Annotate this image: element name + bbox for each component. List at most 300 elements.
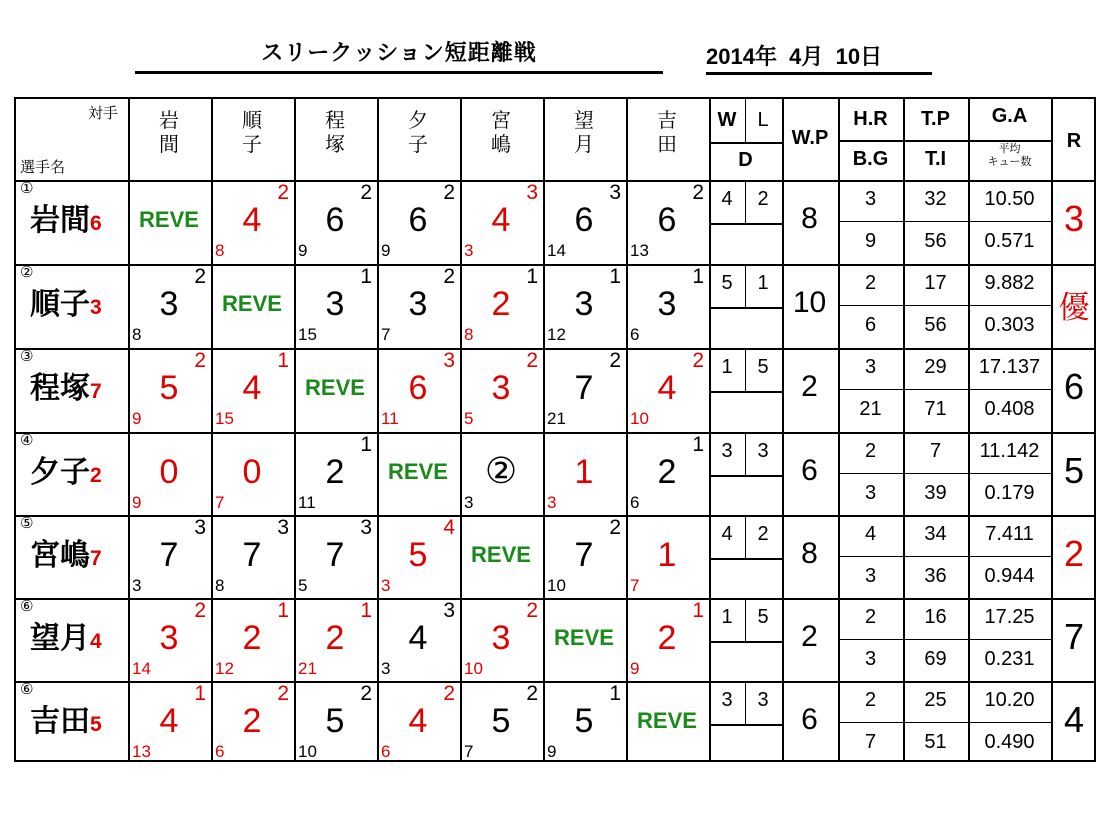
match-cell [543,515,625,597]
match-high-run: 3 [526,181,538,204]
match-score: 6 [408,201,428,239]
wl-row-divider [709,724,782,726]
opponent-name: 吉 田 [657,108,677,156]
player-name [30,454,102,495]
match-cell [460,432,542,514]
win-points-value: 2 [801,620,818,653]
match-score: 3 [491,369,511,407]
opponent-name: 程 塚 [325,108,345,156]
high-run-value: 2 [864,440,877,462]
player-number: ③ [20,347,34,365]
match-innings: 21 [298,659,317,678]
general-average-value: 10.50 [984,188,1035,210]
match-score: 2 [325,619,345,657]
match-score: 7 [242,536,262,574]
opponent-label: 対手 [88,104,119,122]
match-cell [377,681,459,763]
match-high-run: 2 [277,181,289,204]
match-innings: 8 [215,241,225,260]
match-innings: 6 [630,493,640,512]
stats-row-divider [838,221,1051,222]
player-cell [14,180,127,262]
match-cell [626,180,708,262]
wl-split [745,515,746,558]
match-cell [543,264,625,346]
opponent-name: 岩 間 [159,108,179,156]
wl-split [745,348,746,391]
match-cell [128,264,210,346]
match-high-run: 1 [277,349,289,372]
rank-value [1051,616,1097,658]
player-name-text: 夕子 [30,455,90,490]
match-cell [460,180,542,262]
match-high-run: 1 [360,599,372,622]
match-high-run: 3 [360,516,372,539]
best-game-value: 21 [859,398,882,420]
general-average-value: 11.142 [979,440,1040,462]
match-innings: 3 [464,493,474,512]
match-score: 2 [242,619,262,657]
match-high-run: 2 [194,265,206,288]
total-points-value: 7 [929,440,942,462]
stats-row-divider [838,722,1051,723]
column-divider [782,97,784,762]
match-innings: 13 [630,241,649,260]
player-number: ① [20,179,34,197]
player-name-text: 程塚 [30,371,90,406]
match-high-run: 3 [609,181,621,204]
match-high-run: 1 [360,265,372,288]
match-cell [211,264,293,346]
losses-value: 1 [757,272,769,294]
match-score: 7 [574,369,594,407]
match-score: 4 [657,369,677,407]
match-cell [626,432,708,514]
average-cue-value: 0.571 [984,230,1035,252]
match-innings: 8 [464,325,474,344]
match-score: 6 [325,201,345,239]
total-points-value: 34 [924,523,947,545]
win-points-value: 8 [801,537,818,570]
reve-label: REVE [139,207,199,232]
match-cell [128,432,210,514]
match-cell [211,348,293,430]
match-innings: 7 [215,493,225,512]
date-underline [706,72,932,75]
match-cell [460,348,542,430]
match-high-run: 2 [443,682,455,705]
player-number: ⑥ [20,597,34,615]
match-innings: 12 [215,659,234,678]
best-game-value: 9 [864,230,877,252]
player-name [30,703,102,744]
match-cell [128,180,210,262]
losses-value: 5 [757,606,769,628]
player-handicap: 7 [90,547,102,570]
match-score: 7 [159,536,179,574]
reve-label: REVE [222,291,282,316]
rank-value [1051,450,1097,492]
match-high-run: 2 [692,181,704,204]
match-high-run: 3 [443,349,455,372]
header-tp: T.P [921,108,950,130]
match-score: 4 [408,702,428,740]
match-cell [211,598,293,680]
match-cell [460,264,542,346]
average-cue-value: 0.944 [984,565,1035,587]
match-cell [377,348,459,430]
total-points-value: 29 [924,356,947,378]
best-game-value: 7 [864,731,877,753]
stats-row-divider [838,556,1051,557]
match-cell [128,598,210,680]
match-score: 5 [408,536,428,574]
match-innings: 7 [464,742,474,761]
match-innings: 10 [547,576,566,595]
opponent-name: 順 子 [242,108,262,156]
match-cell [294,598,376,680]
match-cell [543,681,625,763]
player-number: ④ [20,431,34,449]
win-points-value: 8 [801,202,818,235]
match-innings: 9 [547,742,557,761]
match-score: 1 [657,536,677,574]
title-underline [135,71,663,74]
player-cell [14,598,127,680]
match-cell [626,515,708,597]
match-score: 0 [159,453,179,491]
match-cell [211,681,293,763]
wl-split [745,180,746,223]
high-run-value: 4 [864,523,877,545]
general-average-value: 17.25 [984,606,1035,628]
total-innings-value: 69 [924,648,947,670]
wins-value: 1 [721,356,733,378]
match-innings: 9 [132,493,142,512]
match-innings: 3 [547,493,557,512]
match-score: 3 [159,285,179,323]
match-cell [294,264,376,346]
match-innings: 10 [464,659,483,678]
match-cell [626,264,708,346]
match-innings: 13 [132,742,151,761]
wins-value: 3 [721,689,733,711]
match-high-run: 2 [360,682,372,705]
match-cell [460,598,542,680]
match-innings: 11 [381,409,399,428]
match-innings: 6 [630,325,640,344]
player-number: ⑥ [20,680,34,698]
rank-text: 5 [1063,450,1085,491]
match-cell [460,681,542,763]
match-cell [626,681,708,763]
wl-split [745,598,746,641]
header-ga: G.A [991,105,1028,127]
match-score: 5 [159,369,179,407]
high-run-value: 2 [864,689,877,711]
match-score: 2 [242,702,262,740]
wl-row-divider [709,391,782,393]
match-score: 6 [408,369,428,407]
match-score: 6 [657,201,677,239]
match-cell [377,432,459,514]
match-score: 2 [325,453,345,491]
match-cell [377,515,459,597]
player-cell [14,515,127,597]
losses-value: 3 [757,689,769,711]
player-handicap: 5 [90,713,102,736]
general-average-value: 10.20 [984,689,1035,711]
wins-value: 3 [721,440,733,462]
match-high-run: 1 [526,265,538,288]
win-points-value: 2 [801,370,818,403]
best-game-value: 3 [864,648,877,670]
match-score: 3 [325,285,345,323]
player-name-text: 望月 [30,621,90,656]
player-name-text: 吉田 [30,704,90,739]
match-score: 0 [242,453,262,491]
match-innings: 5 [298,576,308,595]
match-cell [626,598,708,680]
high-run-value: 2 [864,606,877,628]
opponent-name: 望 月 [574,108,594,156]
match-high-run: 2 [443,265,455,288]
match-innings: 9 [132,409,142,428]
reve-label: REVE [305,375,365,400]
match-innings: 9 [381,241,391,260]
match-high-run: 1 [692,433,704,456]
reve-label: REVE [637,708,697,733]
player-cell [14,432,127,514]
match-cell [377,180,459,262]
match-score: 4 [242,369,262,407]
match-innings: 12 [547,325,566,344]
general-average-value: 9.882 [984,272,1035,294]
match-score: 5 [491,702,511,740]
match-innings: 14 [132,659,151,678]
match-innings: 8 [215,576,225,595]
high-run-value: 2 [864,272,877,294]
player-handicap: 2 [90,464,102,487]
match-innings: 14 [547,241,566,260]
player-name [30,537,102,578]
player-name [30,286,102,327]
match-score: 7 [574,536,594,574]
player-name [30,202,102,243]
win-points-value: 10 [792,286,827,319]
wins-value: 4 [721,188,733,210]
best-game-value: 3 [864,565,877,587]
match-high-run: 2 [609,349,621,372]
rank-text: 優 [1058,290,1090,326]
match-innings: 10 [298,742,317,761]
match-cell [294,515,376,597]
header-r: R [1066,130,1082,152]
total-innings-value: 56 [924,230,947,252]
match-high-run: 1 [277,599,289,622]
match-cell [543,598,625,680]
match-high-run: 2 [194,599,206,622]
match-cell [377,598,459,680]
match-score: 4 [159,702,179,740]
reve-label: REVE [554,625,614,650]
match-cell [128,681,210,763]
average-cue-value: 0.303 [984,314,1035,336]
match-score: 7 [325,536,345,574]
match-cell [460,515,542,597]
match-innings: 3 [381,576,391,595]
player-name [30,370,102,411]
total-points-value: 32 [924,188,947,210]
rank-value [1051,533,1097,575]
match-score: 1 [574,453,594,491]
match-score: 2 [657,453,677,491]
player-handicap: 6 [90,212,102,235]
match-cell [294,180,376,262]
match-score: 4 [242,201,262,239]
total-innings-value: 51 [924,731,947,753]
losses-value: 2 [757,188,769,210]
rank-value [1051,366,1097,408]
match-cell [294,348,376,430]
match-cell [294,432,376,514]
wins-value: 1 [721,606,733,628]
rank-text: 7 [1063,616,1085,657]
match-cell [543,180,625,262]
match-score: 3 [574,285,594,323]
match-high-run: 1 [692,265,704,288]
wins-value: 5 [721,272,733,294]
average-cue-value: 0.231 [984,648,1035,670]
player-cell [14,681,127,763]
losses-value: 2 [757,523,769,545]
match-innings: 10 [630,409,649,428]
match-cell [626,348,708,430]
match-innings: 7 [630,576,640,595]
match-cell [211,432,293,514]
total-innings-value: 56 [924,314,947,336]
match-cell [377,264,459,346]
match-score: 4 [491,201,511,239]
match-high-run: 2 [443,181,455,204]
match-high-run: 2 [692,349,704,372]
match-cell [211,180,293,262]
player-name-text: 岩間 [30,203,90,238]
wl-row-divider [709,641,782,643]
match-cell [211,515,293,597]
match-score: 5 [574,702,594,740]
best-game-value: 6 [864,314,877,336]
match-score: 3 [159,619,179,657]
player-name-text: 宮嶋 [30,538,90,573]
match-high-run: 2 [360,181,372,204]
wl-row-divider [709,223,782,225]
match-high-run: 3 [277,516,289,539]
match-cell [128,515,210,597]
general-average-value: 17.137 [978,356,1041,378]
match-score: 4 [408,619,428,657]
wl-split [745,264,746,307]
header-wl-split [745,97,746,142]
high-run-value: 3 [864,188,877,210]
match-high-run: 1 [194,682,206,705]
match-score: 3 [657,285,677,323]
match-cell [294,681,376,763]
match-score: 3 [408,285,428,323]
header-l: L [757,109,769,131]
average-cue-value: 0.179 [984,482,1035,504]
match-score: 6 [574,201,594,239]
header-wp: W.P [791,127,829,149]
wl-row-divider [709,475,782,477]
match-high-run: 2 [609,516,621,539]
match-high-run: 3 [194,516,206,539]
header-bg: B.G [852,148,889,170]
header-ga-sub: 平均 キュー数 [987,142,1032,168]
match-innings: 6 [381,742,391,761]
player-handicap: 3 [90,296,102,319]
reve-label: REVE [388,459,448,484]
header-wl-divider [709,142,782,144]
match-score: 5 [325,702,345,740]
total-points-value: 16 [924,606,947,628]
match-high-run: 1 [360,433,372,456]
total-innings-value: 39 [924,482,947,504]
player-number: ⑤ [20,514,34,532]
high-run-value: 3 [864,356,877,378]
general-average-value: 7.411 [985,523,1034,545]
losses-value: 3 [757,440,769,462]
losses-value: 5 [757,356,769,378]
total-points-value: 17 [924,272,947,294]
match-high-run: 1 [609,682,621,705]
match-high-run: 2 [526,682,538,705]
match-innings: 3 [132,576,142,595]
total-points-value: 25 [924,689,947,711]
average-cue-value: 0.408 [984,398,1035,420]
match-high-run: 2 [277,682,289,705]
average-cue-value: 0.490 [984,731,1035,753]
header-hr: H.R [853,108,888,130]
stats-row-divider [838,473,1051,474]
win-points-value: 6 [801,454,818,487]
total-innings-value: 71 [924,398,947,420]
player-name-text: 順子 [30,287,90,322]
player-cell [14,264,127,346]
match-date: 2014年 4月 10日 [706,44,883,69]
player-handicap: 4 [90,630,102,653]
player-label: 選手名 [20,158,66,176]
column-divider [709,97,711,762]
player-cell [14,348,127,430]
rank-value [1051,699,1097,741]
opponent-name: 夕 子 [408,108,428,156]
header-ti: T.I [924,148,947,170]
rank-text: 3 [1063,198,1085,239]
page-title: スリークッション短距離戦 [261,41,537,66]
match-cell [543,432,625,514]
match-innings: 3 [381,659,391,678]
match-high-run: 4 [443,516,455,539]
match-score: 2 [657,619,677,657]
match-high-run: 2 [526,349,538,372]
stats-row-divider [838,639,1051,640]
match-innings: 3 [464,241,474,260]
match-innings: 15 [298,325,317,344]
column-divider [1051,97,1053,762]
match-innings: 6 [215,742,225,761]
match-score: 3 [491,619,511,657]
